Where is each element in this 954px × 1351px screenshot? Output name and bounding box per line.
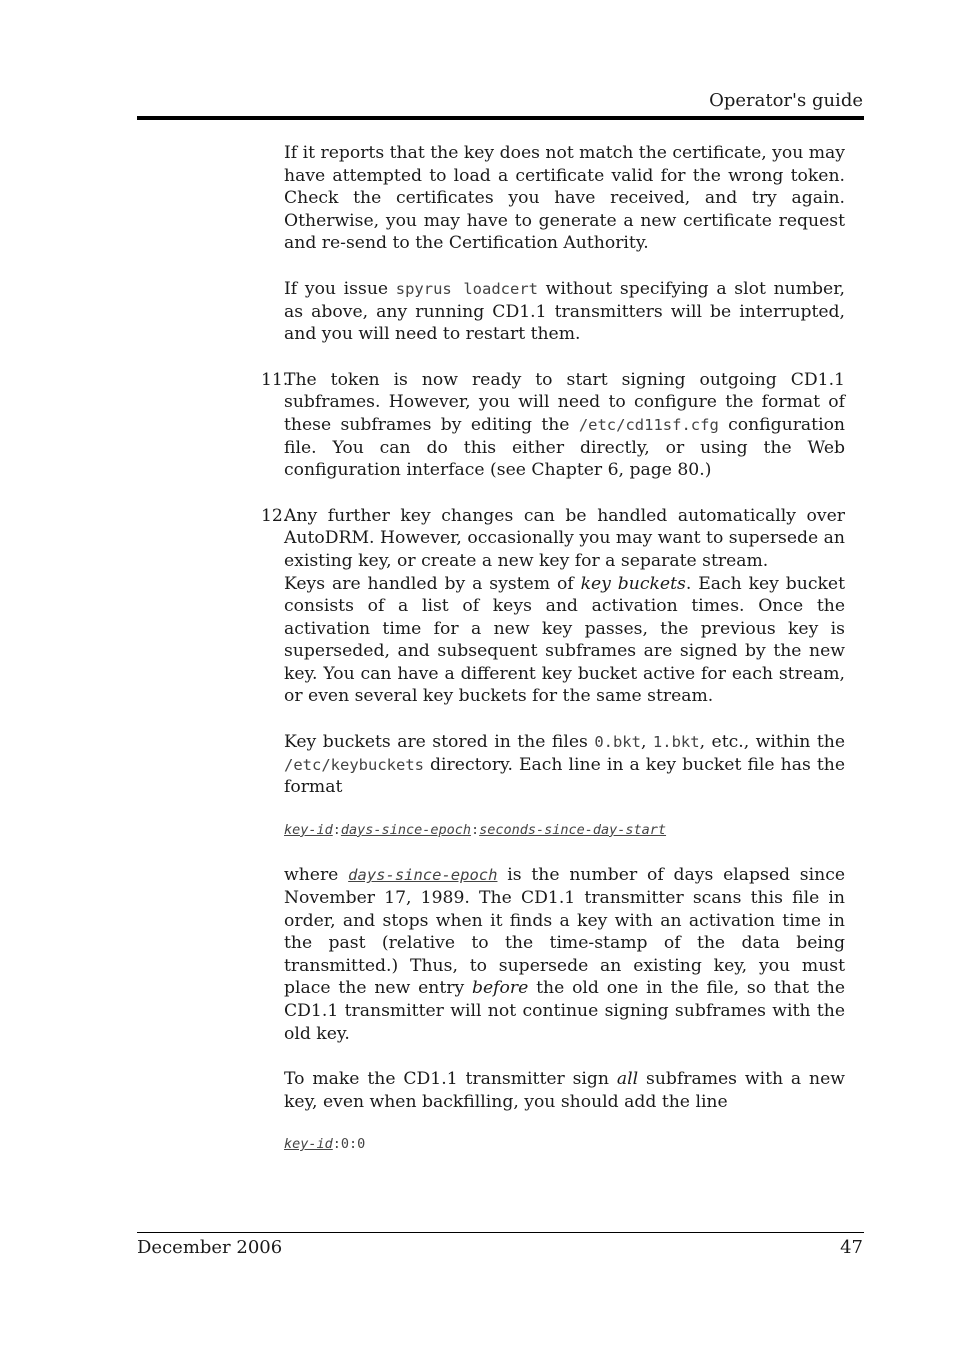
paragraph-loadcert [284, 278, 845, 346]
text: directory. Each line in a key bucket file has the format [284, 754, 845, 798]
var-key-id: key-id [284, 1136, 333, 1153]
header-rule [137, 116, 864, 120]
text: configuration file. You can do this either directly, or using the Web configuration interface (see Chapter 6, page 80.) [284, 414, 845, 481]
paragraph-key-buckets [284, 573, 845, 709]
text: , [640, 732, 653, 753]
code-filename: 1.bkt [652, 733, 700, 752]
paragraph-bucket-files [284, 731, 845, 799]
var-seconds-since-day-start: seconds-since-day-start [479, 821, 667, 838]
paragraph-where [284, 864, 845, 1045]
separator: : [332, 821, 341, 838]
text: The token is now ready to start signing outgoing CD1.1 subframes. However, you will need to configure the format of these subframes by editing the [284, 369, 845, 435]
text: . Each key bucket consists of a list of keys and activation times. Once the activation time for a new key passes, the previous key is superseded, and subsequent subframes are signed by the new key. You can have a different key bucket active for each stream, or even several key buckets for the same stream. [284, 573, 845, 707]
code-path: /etc/cd11sf.cfg [578, 415, 719, 434]
text: , etc., within the [699, 732, 845, 753]
page-number: 47 [840, 1237, 863, 1258]
footer-rule [137, 1232, 864, 1233]
text: :0:0 [332, 1136, 366, 1153]
emphasis: all [616, 1069, 639, 1090]
text: is the number of days elapsed since November 17, 1989. The CD1.1 transmitter scans this file in order, and stops when it finds a key with an activation time in the past (relative to the time-stamp of the data being transmitted.) Thus, to supersede an existing key, you must place the new entry [284, 865, 845, 999]
format-line [284, 819, 845, 842]
footer-date: December 2006 [137, 1237, 283, 1258]
var-key-id: key-id [284, 821, 333, 838]
list-item-text: Any further key changes can be handled automatically over AutoDRM. However, occasionally you may want to supersede an existing key, or create a new key for a separate stream. [284, 505, 845, 571]
text: Keys are handled by a system of [284, 573, 581, 594]
text: Key buckets are stored in the files [284, 732, 595, 753]
list-item-11 [261, 369, 845, 482]
final-line [284, 1133, 845, 1156]
separator: : [470, 821, 480, 838]
list-number: 12. [261, 505, 289, 526]
text: subframes with a new key, even when backfilling, you should add the line [284, 1069, 845, 1112]
var-days-since-epoch: days-since-epoch [348, 866, 498, 885]
code-command: spyrus loadcert [395, 279, 538, 298]
text: without specifying a slot number, as above, any running CD1.1 transmitters will be interrupted, and you will need to restart them. [284, 278, 845, 345]
emphasis: before [472, 978, 529, 999]
text: the old one in the file, so that the CD1.1 transmitter will not continue signing subframes with the old key. [284, 978, 845, 1044]
page-body [261, 142, 846, 1176]
code-filename: 0.bkt [594, 733, 641, 752]
list-number: 11. [261, 369, 289, 390]
text: If you issue [284, 278, 396, 299]
var-days-since-epoch: days-since-epoch [340, 821, 471, 838]
paragraph-sign-all [284, 1068, 845, 1113]
emphasis: key buckets [580, 573, 686, 594]
text: To make the CD1.1 transmitter sign [284, 1069, 617, 1090]
list-item-text [284, 369, 845, 482]
running-header: Operator's guide [709, 90, 863, 111]
paragraph-key-mismatch: If it reports that the key does not match the certificate, you may have attempted to load a certificate valid for the wrong token. Check the certificates you have received, and try again. Otherwise, you may have to generate a new certificate request and re-send to the Certification Authority. [284, 143, 846, 254]
list-item-12 [261, 505, 845, 573]
text: where [284, 865, 349, 886]
code-path: /etc/keybuckets [284, 755, 424, 774]
